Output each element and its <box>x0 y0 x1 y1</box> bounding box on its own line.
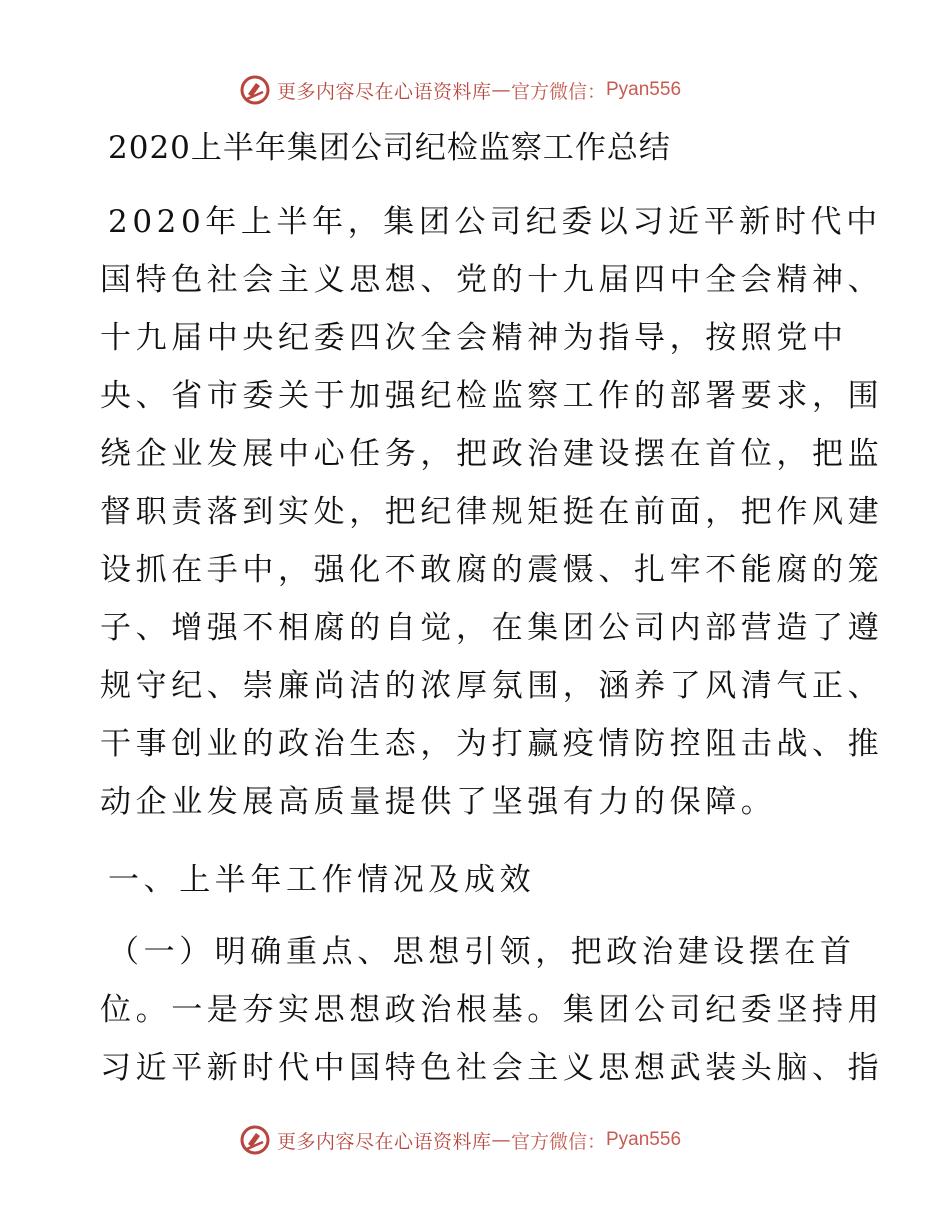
paragraph-line: 督职责落到实处，把纪律规矩挺在前面，把作风建 <box>100 494 884 530</box>
book-pen-logo-icon <box>239 74 271 106</box>
paragraph-line: 2020年上半年，集团公司纪委以习近平新时代中 <box>108 204 882 240</box>
paragraph-line: 位。一是夯实思想政治根基。集团公司纪委坚持用 <box>100 992 884 1028</box>
section-heading: 一、上半年工作情况及成效 <box>108 862 536 898</box>
footer-watermark <box>0 1120 950 1160</box>
intro-paragraph <box>100 193 884 831</box>
paragraph-line: 干事创业的政治生态，为打赢疫情防控阻击战、推 <box>100 726 884 762</box>
paragraph-line: 央、省市委关于加强纪检监察工作的部署要求，围 <box>100 378 884 414</box>
paragraph-line: 十九届中央纪委四次全会精神为指导，按照党中 <box>100 320 848 356</box>
paragraph-line: 规守纪、崇廉尚洁的浓厚氛围，涵养了风清气正、 <box>100 668 884 704</box>
watermark-separator: — <box>491 1129 511 1151</box>
header-watermark <box>0 70 950 110</box>
watermark-handle: Pyan556 <box>606 79 682 100</box>
watermark-separator: — <box>491 79 511 101</box>
paragraph-line: 国特色社会主义思想、党的十九届四中全会精神、 <box>100 262 884 298</box>
book-pen-logo-icon <box>239 1124 271 1156</box>
paragraph-line: （一）明确重点、思想引领，把政治建设摆在首 <box>108 934 856 970</box>
paragraph-line: 绕企业发展中心任务，把政治建设摆在首位，把监 <box>100 436 884 472</box>
watermark-text: 更多内容尽在心语资料库 <box>276 80 492 103</box>
watermark-handle: Pyan556 <box>606 1129 682 1150</box>
watermark-text: 更多内容尽在心语资料库 <box>276 1130 492 1153</box>
paragraph-line: 动企业发展高质量提供了坚强有力的保障。 <box>100 784 777 820</box>
watermark-wechat-label: 官方微信： <box>510 80 606 103</box>
watermark-wechat-label: 官方微信： <box>510 1130 606 1153</box>
paragraph-line: 子、增强不相腐的自觉，在集团公司内部营造了遵 <box>100 610 884 646</box>
paragraph-line: 设抓在手中，强化不敢腐的震慑、扎牢不能腐的笼 <box>100 552 884 588</box>
subsection-paragraph <box>100 923 884 1097</box>
paragraph-line: 习近平新时代中国特色社会主义思想武装头脑、指 <box>100 1050 884 1086</box>
document-title: 2020上半年集团公司纪检监察工作总结 <box>108 130 671 166</box>
